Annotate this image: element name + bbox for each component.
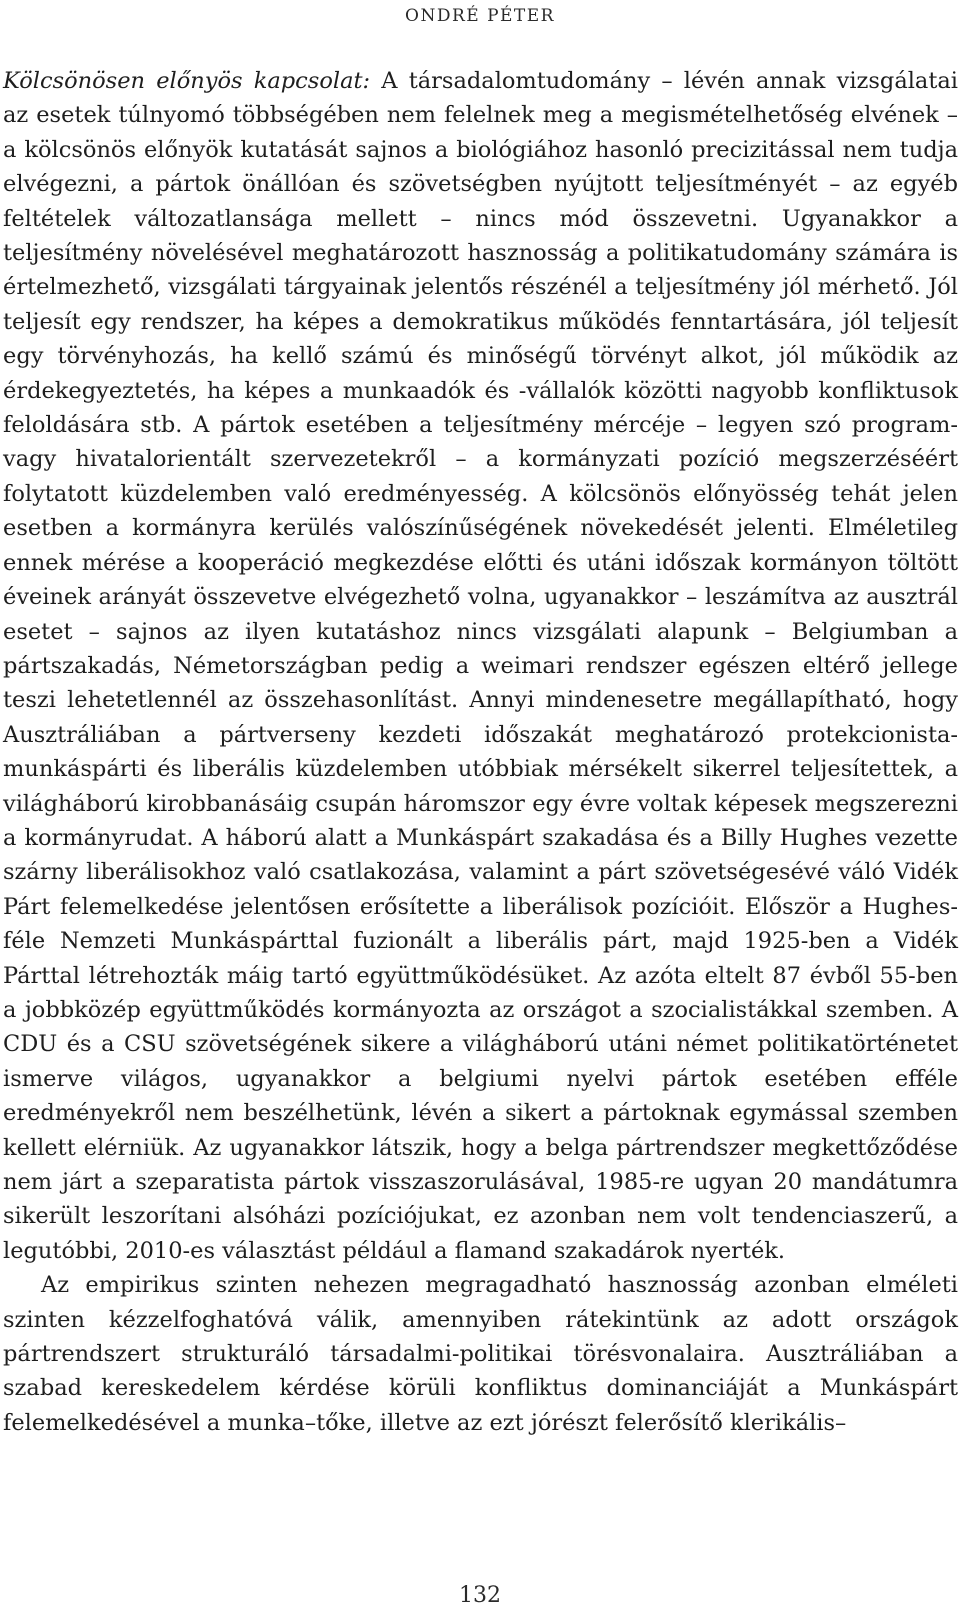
paragraph-2-text: Az empirikus szinten nehezen megragadható hasznosság azonban elméleti szinten kézzelfoghatóvá válik, amennyiben rátekintünk az adott országok pártrendszert strukturáló társadalmi-politikai törésvonalaira. Ausztráliában a szabad kereskedelem kérdése körüli konfliktus dominanciáját a Munkáspárt felemelkedésével a munka–tőke, illetve az ezt jórészt felerősítő klerikális– xyxy=(3,1272,958,1436)
page-number: 132 xyxy=(459,1583,501,1608)
running-head: ONDRÉ PÉTER xyxy=(405,6,555,26)
paragraph-2 xyxy=(3,1268,958,1440)
paragraph-1-lead: Kölcsönösen előnyös kapcsolat: xyxy=(3,68,371,94)
paragraph-1-text: A társadalomtudomány – lévén annak vizsgálatai az esetek túlnyomó többségében nem felelnek meg a megismételhetőség elvének – a kölcsönös előnyök kutatását sajnos a biológiához hasonló precizitással nem tudja elvégezni, a pártok önállóan és szövetségben nyújtott teljesítményét – az egyéb feltételek változatlansága mellett – nincs mód összevetni. Ugyanakkor a teljesítmény növelésével meghatározott hasznosság a politikatudomány számára is értelmezhető, vizsgálati tárgyainak jelentős részénél a teljesítmény jól mérhető. Jól teljesít egy rendszer, ha képes a demokratikus működés fenntartására, jól teljesít egy törvényhozás, ha kellő számú és minőségű törvényt alkot, jól működik az érdekegyeztetés, ha képes a munkaadók és -vállalók közötti nagyobb konfliktusok feloldására stb. A pártok esetében a teljesítmény mércéje – legyen szó program- vagy hivatalorientált szervezetekről – a kormányzati pozíció megszerzéséért folytatott küzdelemben való eredményesség. A kölcsönös előnyösség tehát jelen esetben a kormányra kerülés valószínűségének növekedését jelenti. Elméletileg ennek mérése a kooperáció megkezdése előtti és utáni időszak kormányon töltött éveinek arányát összevetve elvégezhető volna, ugyanakkor – leszámítva az ausztrál esetet – sajnos az ilyen kutatáshoz nincs vizsgálati alapunk – Belgiumban a pártszakadás, Németországban pedig a weimari rendszer egészen eltérő jellege teszi lehetetlennél az összehasonlítást. Annyi mindenesetre megállapítható, hogy Ausztráliában a pártverseny kezdeti időszakát meghatározó protekcionista-munkáspárti és liberális küzdelemben utóbbiak mérsékelt sikerrel teljesítettek, a világháború kirobbanásáig csupán háromszor egy évre voltak képesek megszerezni a kormányrudat. A háború alatt a Munkáspárt szakadása és a Billy Hughes vezette szárny liberálisokhoz való csatlakozása, valamint a párt szövetségesévé váló Vidék Párt felemelkedése jelentősen erősítette a liberálisok pozícióit. Először a Hughes-féle Nemzeti Munkáspárttal fuzionált a liberális párt, majd 1925-ben a Vidék Párttal létrehozták máig tartó együttműködésüket. Az azóta eltelt 87 évből 55-ben a jobbközép együttműködés kormányozta az országot a szocialistákkal szemben. A CDU és a CSU szövetségének sikere a világháború utáni német politikatörténetet ismerve világos, ugyanakkor a belgiumi nyelvi pártok esetében efféle eredményekről nem beszélhetünk, lévén a sikert a pártoknak egymással szemben kellett elérniük. Az ugyanakkor látszik, hogy a belga pártrendszer megkettőződése nem járt a szeparatista pártok visszaszorulásával, 1985-re ugyan 20 mandátumra sikerült leszorítani alsóházi pozíciójukat, ez azonban nem volt tendenciaszerű, a legutóbbi, 2010-es választást például a flamand szakadárok nyerték. xyxy=(3,68,958,1264)
body-text xyxy=(3,64,958,1440)
paragraph-1 xyxy=(3,64,958,1268)
